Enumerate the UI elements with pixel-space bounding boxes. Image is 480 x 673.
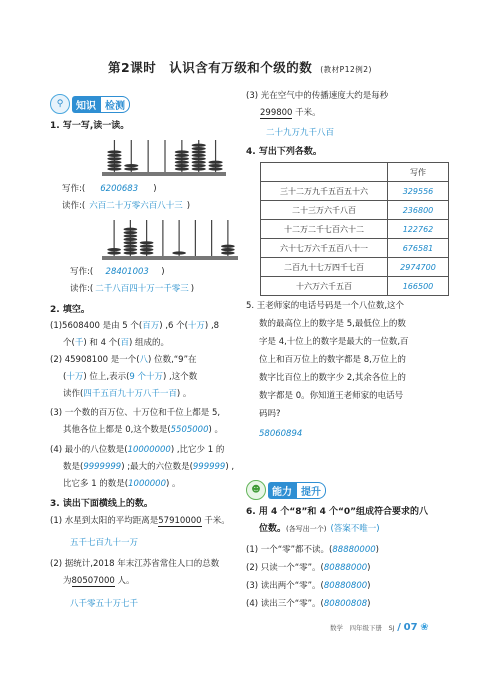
q2-line-4: (十万) 位上,表示(9 个十万) ,这个数: [63, 372, 198, 382]
abacus-bead: [124, 167, 138, 170]
abacus-bead: [140, 241, 154, 244]
q4-table: [260, 162, 449, 296]
abacus-bead: [208, 161, 222, 164]
ability-badge: [246, 482, 326, 498]
abacus-bead: [107, 251, 121, 254]
abacus-1: [100, 138, 230, 178]
abacus-bead: [107, 157, 121, 160]
abacus-bead: [208, 164, 222, 167]
abacus-bead: [124, 251, 138, 254]
table-row: 六十七万六千五百八十一 676581: [261, 239, 449, 258]
q3-3-answer: 二十九万九千八百: [266, 128, 335, 138]
abacus-bead: [124, 248, 138, 251]
table-row: 十六万六千五百 166500: [261, 277, 449, 296]
abacus-bead: [124, 245, 138, 248]
q3-line-3: 为80507000 人。: [63, 576, 135, 586]
q3-answer-2: 八千零五十万七千: [70, 599, 139, 609]
q5-answer: 58060894: [259, 429, 303, 439]
abacus-bead: [192, 147, 206, 150]
abacus-bead: [107, 150, 121, 153]
title-text: 第2课时 认识含有万级和个级的数: [108, 60, 313, 75]
abacus-bead: [192, 150, 206, 153]
q1-read-1: 读作:( 六百二十万零六百八十三 ): [62, 201, 191, 211]
abacus-bead: [192, 154, 206, 157]
q2-line-10: 比它多 1 的数是(1000000) 。: [63, 479, 181, 489]
q5-line-2: 数的最高位上的数字是 5,最低位上的数: [259, 319, 406, 329]
abacus-bead: [107, 161, 121, 164]
badge-ability-b: 提升: [296, 482, 326, 499]
q1-write-2: 写作:( 28401003 ): [70, 267, 165, 277]
q6-line-1: 6. 用 4 个“8”和 4 个“0”组成符合要求的八: [246, 507, 429, 517]
q2-line-9: 数是(9999999) ;最大的六位数是(999999) ,: [63, 462, 235, 472]
q3-heading: 3. 读出下面横线上的数。: [50, 499, 153, 509]
table-row: 二百九十七万四千七百 2974700: [261, 258, 449, 277]
abacus-bead: [175, 164, 189, 167]
q2-line-2: 个(千) 和 4 个(百) 组成的。: [63, 338, 170, 348]
abacus-bead: [192, 167, 206, 170]
abacus-bead: [192, 144, 206, 147]
page-title: [0, 58, 480, 76]
abacus-bead: [221, 248, 235, 251]
q3-line-2: (2) 据统计,2018 年末江苏省常住人口的总数: [50, 559, 220, 569]
q5-line-5: 数字比百位上的数字少 2,其余各位上的: [259, 373, 406, 383]
q6-item-1: (1) 一个“零”都不读。(88880000): [246, 545, 379, 555]
table-header-row: [261, 163, 449, 182]
q1-heading: 1. 写一写,读一读。: [50, 121, 130, 131]
q6-item-3: (3) 读出两个“零”。(80880800): [246, 581, 371, 591]
q1-read-2: 读作:( 二千八百四十万一千零三 ): [70, 284, 195, 294]
owl-icon: ☻: [246, 480, 266, 500]
abacus-bead: [107, 248, 121, 251]
page-number: 07: [403, 622, 418, 633]
abacus-bead: [124, 228, 138, 231]
abacus-bead: [192, 157, 206, 160]
q1-write-1: 写作:( 6200683 ): [62, 184, 157, 194]
abacus-bead: [175, 150, 189, 153]
abacus-bead: [124, 238, 138, 241]
table-row: 三十二万九千五百五十六 329556: [261, 182, 449, 201]
q2-line-6: (3) 一个数的百万位、十万位和千位上都是 5,: [50, 408, 221, 418]
q6-item-4: (4) 读出三个“零”。(80800808): [246, 599, 371, 609]
footer-sep: /: [397, 622, 401, 633]
abacus-bead: [124, 241, 138, 244]
abacus-bead: [140, 248, 154, 251]
leaf-icon: ❀: [420, 622, 429, 633]
magnifier-icon: ⚲: [50, 94, 70, 114]
q5-line-1: 5. 王老师家的电话号码是一个八位数,这个: [246, 301, 405, 311]
q5-line-3: 字是 4,十位上的数字是最大的一位数,百: [259, 337, 409, 347]
abacus-bead: [175, 167, 189, 170]
abacus-bead: [172, 251, 186, 254]
q6-item-2: (2) 只读一个“零”。(80888000): [246, 563, 371, 573]
abacus-bead: [175, 157, 189, 160]
abacus-bead: [140, 245, 154, 248]
abacus-bead: [192, 161, 206, 164]
table-row: 二十三万六千八百 236800: [261, 201, 449, 220]
table-header-write: 写作: [388, 163, 449, 182]
q2-line-7: 其他各位上都是 0,这个数是(5505000) 。: [63, 425, 224, 435]
q5-line-6: 数字都是 0。你知道王老师家的电话号: [259, 391, 404, 401]
q3-answer-1: 五千七百九十一万: [70, 538, 139, 548]
q2-line-1: (1)5608400 是由 5 个(百万) ,6 个(十万) ,8: [50, 321, 220, 331]
abacus-bead: [140, 251, 154, 254]
q3-3-number: 299800 千米。: [260, 108, 321, 118]
abacus-bead: [107, 164, 121, 167]
table-row: 十二万二千七百六十二 122762: [261, 220, 449, 239]
title-ref: (教材P12例2): [320, 65, 372, 74]
q2-line-5: 读作(四千五百九十万八千一百) 。: [63, 389, 192, 399]
q2-line-8: (4) 最小的八位数是(10000000) ,比它少 1 的: [50, 445, 225, 455]
q3-line-1: (1) 水星到太阳的平均距离是57910000 千米。: [50, 516, 230, 526]
abacus-bead: [175, 161, 189, 164]
q6-line-2: 位数。(各写出一个) (答案不唯一): [259, 524, 380, 534]
abacus-bead: [124, 164, 138, 167]
abacus-bead: [221, 251, 235, 254]
q2-heading: 2. 填空。: [50, 305, 90, 315]
q3-3-line: (3) 光在空气中的传播速度大约是每秒: [246, 91, 389, 101]
abacus-bead: [175, 154, 189, 157]
abacus-bead: [107, 154, 121, 157]
abacus-bead: [221, 245, 235, 248]
badge-knowledge-b: 检测: [100, 96, 130, 113]
q4-heading: 4. 写出下列各数。: [246, 147, 322, 157]
abacus-bead: [208, 167, 222, 170]
q5-line-4: 位上和百万位上的数字都是 8,万位上的: [259, 355, 406, 365]
footer: [330, 622, 429, 634]
knowledge-badge: [50, 96, 130, 112]
abacus-bead: [124, 234, 138, 237]
q5-line-7: 码吗?: [259, 409, 281, 419]
badge-ability-a: 能力: [268, 482, 296, 499]
badge-knowledge-a: 知识: [72, 96, 100, 113]
q2-line-3: (2) 45908100 是一个(八) 位数,“9”在: [50, 355, 197, 365]
abacus-2: [100, 218, 240, 263]
abacus-bead: [192, 164, 206, 167]
abacus-bead: [107, 167, 121, 170]
footer-subject: 数学 四年级下册 SJ: [330, 624, 395, 632]
abacus-bead: [124, 231, 138, 234]
